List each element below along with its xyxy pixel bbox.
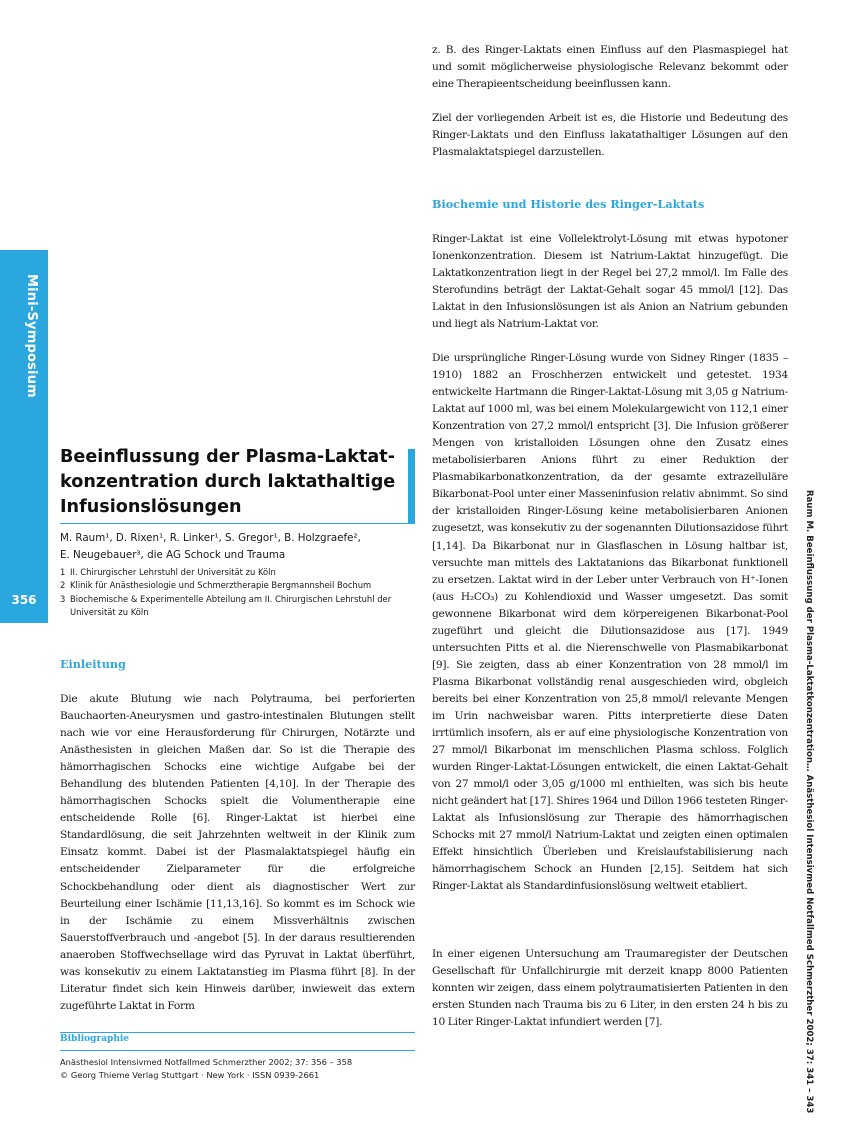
- title-rule: [60, 523, 415, 524]
- affiliation-item: [60, 566, 415, 579]
- affiliation-number: 3: [60, 593, 66, 604]
- affiliation-text: II. Chirurgischer Lehrstuhl der Universität zu Köln: [70, 567, 276, 577]
- page-number: 356: [11, 593, 37, 607]
- affiliation-text: Klinik für Anästhesiologie und Schmerztherapie Bergmannsheil Bochum: [70, 580, 372, 591]
- article-title: [60, 445, 400, 520]
- section-side-tab: [0, 250, 48, 623]
- section-label: Mini-Symposium: [24, 274, 39, 398]
- authors-line-2: E. Neugebauer³, die AG Schock und Trauma: [60, 549, 286, 561]
- paragraph-aim: Ziel der vorliegenden Arbeit ist es, die Historie und Bedeutung des Ringer-Laktats und den Einfluss lakatathaltiger Lösungen auf den Plasmalaktatspiegel darzustellen.: [432, 112, 788, 159]
- affiliation-list: [60, 566, 415, 619]
- author-list: [60, 530, 415, 564]
- affiliation-number: 2: [60, 580, 66, 591]
- affiliation-number: 1: [60, 567, 66, 577]
- journal-citation: Anästhesiol Intensivmed Notfallmed Schmerzther 2002; 37: 356 – 358: [60, 1057, 353, 1067]
- intro-paragraph: Die akute Blutung wie nach Polytrauma, bei perforierten Bauchaorten-Aneurysmen und gastro-intestinalen Blutungen stellt nach wie vor eine Herausforderung für Chirurgen, Notärzte und Anästhesisten in gleichen Maßen dar. So ist die Therapie des hämorrhagischen Schocks eine wichtige Aufgabe bei der Behandlung des blutenden Patienten [4,10]. In der Therapie des hämorrhagischen Schocks spielt die Volumentherapie eine entscheidende Rolle [6]. Ringer-Laktat ist hierbei eine Standardlösung, die seit Jahrzehnten weltweit in der Klinik zum Einsatz kommt. Dabei ist der Plasmalaktatspiegel häufig ein entscheidender Zielparameter für die erfolgreiche Schockbehandlung oder dient als diagnostischer Wert zur Beurteilung einer Ischämie [11,13,16]. So kommt es im Schock wie in der Ischämie zu einem Missverhältnis zwischen Sauerstoffverbrauch und -angebot [5]. In der daraus resultierenden anaeroben Stoffwechsellage wird das Pyruvat in Laktat überführt, was konsekutiv zu einem Laktatanstieg im Plasma führt [8]. In der Literatur findet sich kein Hinweis darüber, inwieweit das extern zugeführte Laktat in Form: [60, 693, 415, 1012]
- authors-line-1: M. Raum¹, D. Rixen¹, R. Linker¹, S. Gregor¹, B. Holzgraefe²,: [60, 532, 361, 544]
- affiliation-item: [60, 579, 415, 592]
- bibliography-rule-bottom: [60, 1050, 415, 1051]
- paragraph-trauma-register: In einer eigenen Untersuchung am Traumaregister der Deutschen Gesellschaft für Unfallchirurgie mit derzeit knapp 8000 Patienten konnten wir zeigen, dass einem polytraumatisierten Patienten in den ersten Stunden nach Trauma bis zu 6 Liter, in den ersten 24 h bis zu 10 Liter Ringer-Laktat infundiert werden [7].: [432, 948, 788, 1029]
- running-head: Raum M. Beeinflussung der Plasma-Laktatkonzentration… Anästhesiol Intensivmed Notfallmed Schmerzther 2002; 37: 341 – 343: [804, 490, 814, 1114]
- bibliography-details: [60, 1056, 420, 1082]
- title-line-1: Beeinflussung der Plasma-Laktat-: [60, 447, 395, 467]
- heading-introduction: Einleitung: [60, 657, 126, 671]
- title-line-3: Infusionslösungen: [60, 497, 242, 517]
- affiliation-item: [60, 593, 415, 620]
- bibliography-rule-top: [60, 1032, 415, 1033]
- affiliation-text: Biochemische & Experimentelle Abteilung am II. Chirurgischen Lehrstuhl der Universität zu Köln: [70, 593, 392, 617]
- paragraph-ringer-history: Die ursprüngliche Ringer-Lösung wurde von Sidney Ringer (1835 – 1910) 1882 an Froschherzen entwickelt und getestet. 1934 entwickelte Hartmann die Ringer-Laktat-Lösung mit 3,05 g Natrium-Laktat auf 1000 ml, was bei einem Molekulargewicht von 112,1 einer Konzentration von 27,2 mmol/l entspricht [3]. Die Infusion größerer Mengen von kristalloiden Lösungen ohne den Zusatz eines metabolisierbaren Anions führt zu einer Reduktion der Plasmabikarbonatkonzentration, da der gesamte extrazelluläre Bikarbonat-Pool unter einer Masseninfusion relativ abnimmt. So sind der kristalloiden Ringer-Lösung keine metabolisierbaren Anionen zugesetzt, was konsekutiv zu der sogenannten Dilutionsazidose führt [1,14]. Da Bikarbonat nur in Glasflaschen in Lösung haltbar ist, versuchte man mittels des Laktatanions das Bikarbonat funktionell zu ersetzen. Laktat wird in der Leber unter Verbrauch von H⁺-Ionen (aus H₂CO₃) zu Kohlendioxid und Wasser umgesetzt. Das somit gewonnene Bikarbonat wird dem körpereigenen Bikarbonat-Pool zugeführt und gleicht die Dilutionsazidose aus [17]. 1949 untersuchten Pitts et al. die Nierenschwelle von Plasmabikarbonat [9]. Sie zeigten, dass ab einer Konzentration von 28 mmol/l im Plasma Bikarbonat vollständig renal ausgeschieden wird, obgleich bereits bei einer Konzentration von 25,8 mmol/l relevante Mengen im Urin nachweisbar waren. Pitts interpretierte diese Daten irrtümlich insofern, als er auf eine physiologische Konzentration von 27 mmol/l Bikarbonat im menschlichen Plasma schloss. Folglich wurden Ringer-Laktat-Lösungen entwickelt, die einen Laktat-Gehalt von 27 mmol/l oder 3,05 g/1000 ml enthielten, was sich bis heute nicht geändert hat [17]. Shires 1964 und Dillon 1966 testeten Ringer-Laktat als Infusionslösung zur Therapie des hämorrhagischen Schocks mit 27 mmol/l Natrium-Laktat und zeigten einen optimalen Effekt hinsichtlich Überleben und Kreislaufstabilisierung nach hämorrhagischem Schock an Hunden [2,15]. Seitdem hat sich Ringer-Laktat als Standardinfusionslösung weltweit etabliert.: [432, 352, 788, 893]
- heading-biochemistry-history: Biochemie und Historie des Ringer-Laktats: [432, 197, 705, 211]
- copyright-line: © Georg Thieme Verlag Stuttgart · New York · ISSN 0939-2661: [60, 1070, 320, 1080]
- bibliography-label: Bibliographie: [60, 1034, 130, 1044]
- paragraph-ringer-composition: Ringer-Laktat ist eine Vollelektrolyt-Lösung mit etwas hypotoner Ionenkonzentration. Diesem ist Natrium-Laktat hinzugefügt. Die Laktatkonzentration liegt in der Regel bei 27,2 mmol/l. Im Falle des Sterofundins beträgt der Laktat-Gehalt sogar 45 mmol/l [12]. Das Laktat in den Infusionslösungen ist als Anion an Natrium gebunden und liegt als Natrium-Laktat vor.: [432, 233, 788, 331]
- paragraph-continuation: z. B. des Ringer-Laktats einen Einfluss auf den Plasmaspiegel hat und somit möglicherweise physiologische Relevanz bekommt oder eine Therapieentscheidung beeinflussen kann.: [432, 44, 788, 91]
- title-accent-bar: [408, 449, 415, 523]
- article-title-block: [60, 445, 415, 520]
- title-line-2: konzentration durch laktathaltige: [60, 472, 396, 492]
